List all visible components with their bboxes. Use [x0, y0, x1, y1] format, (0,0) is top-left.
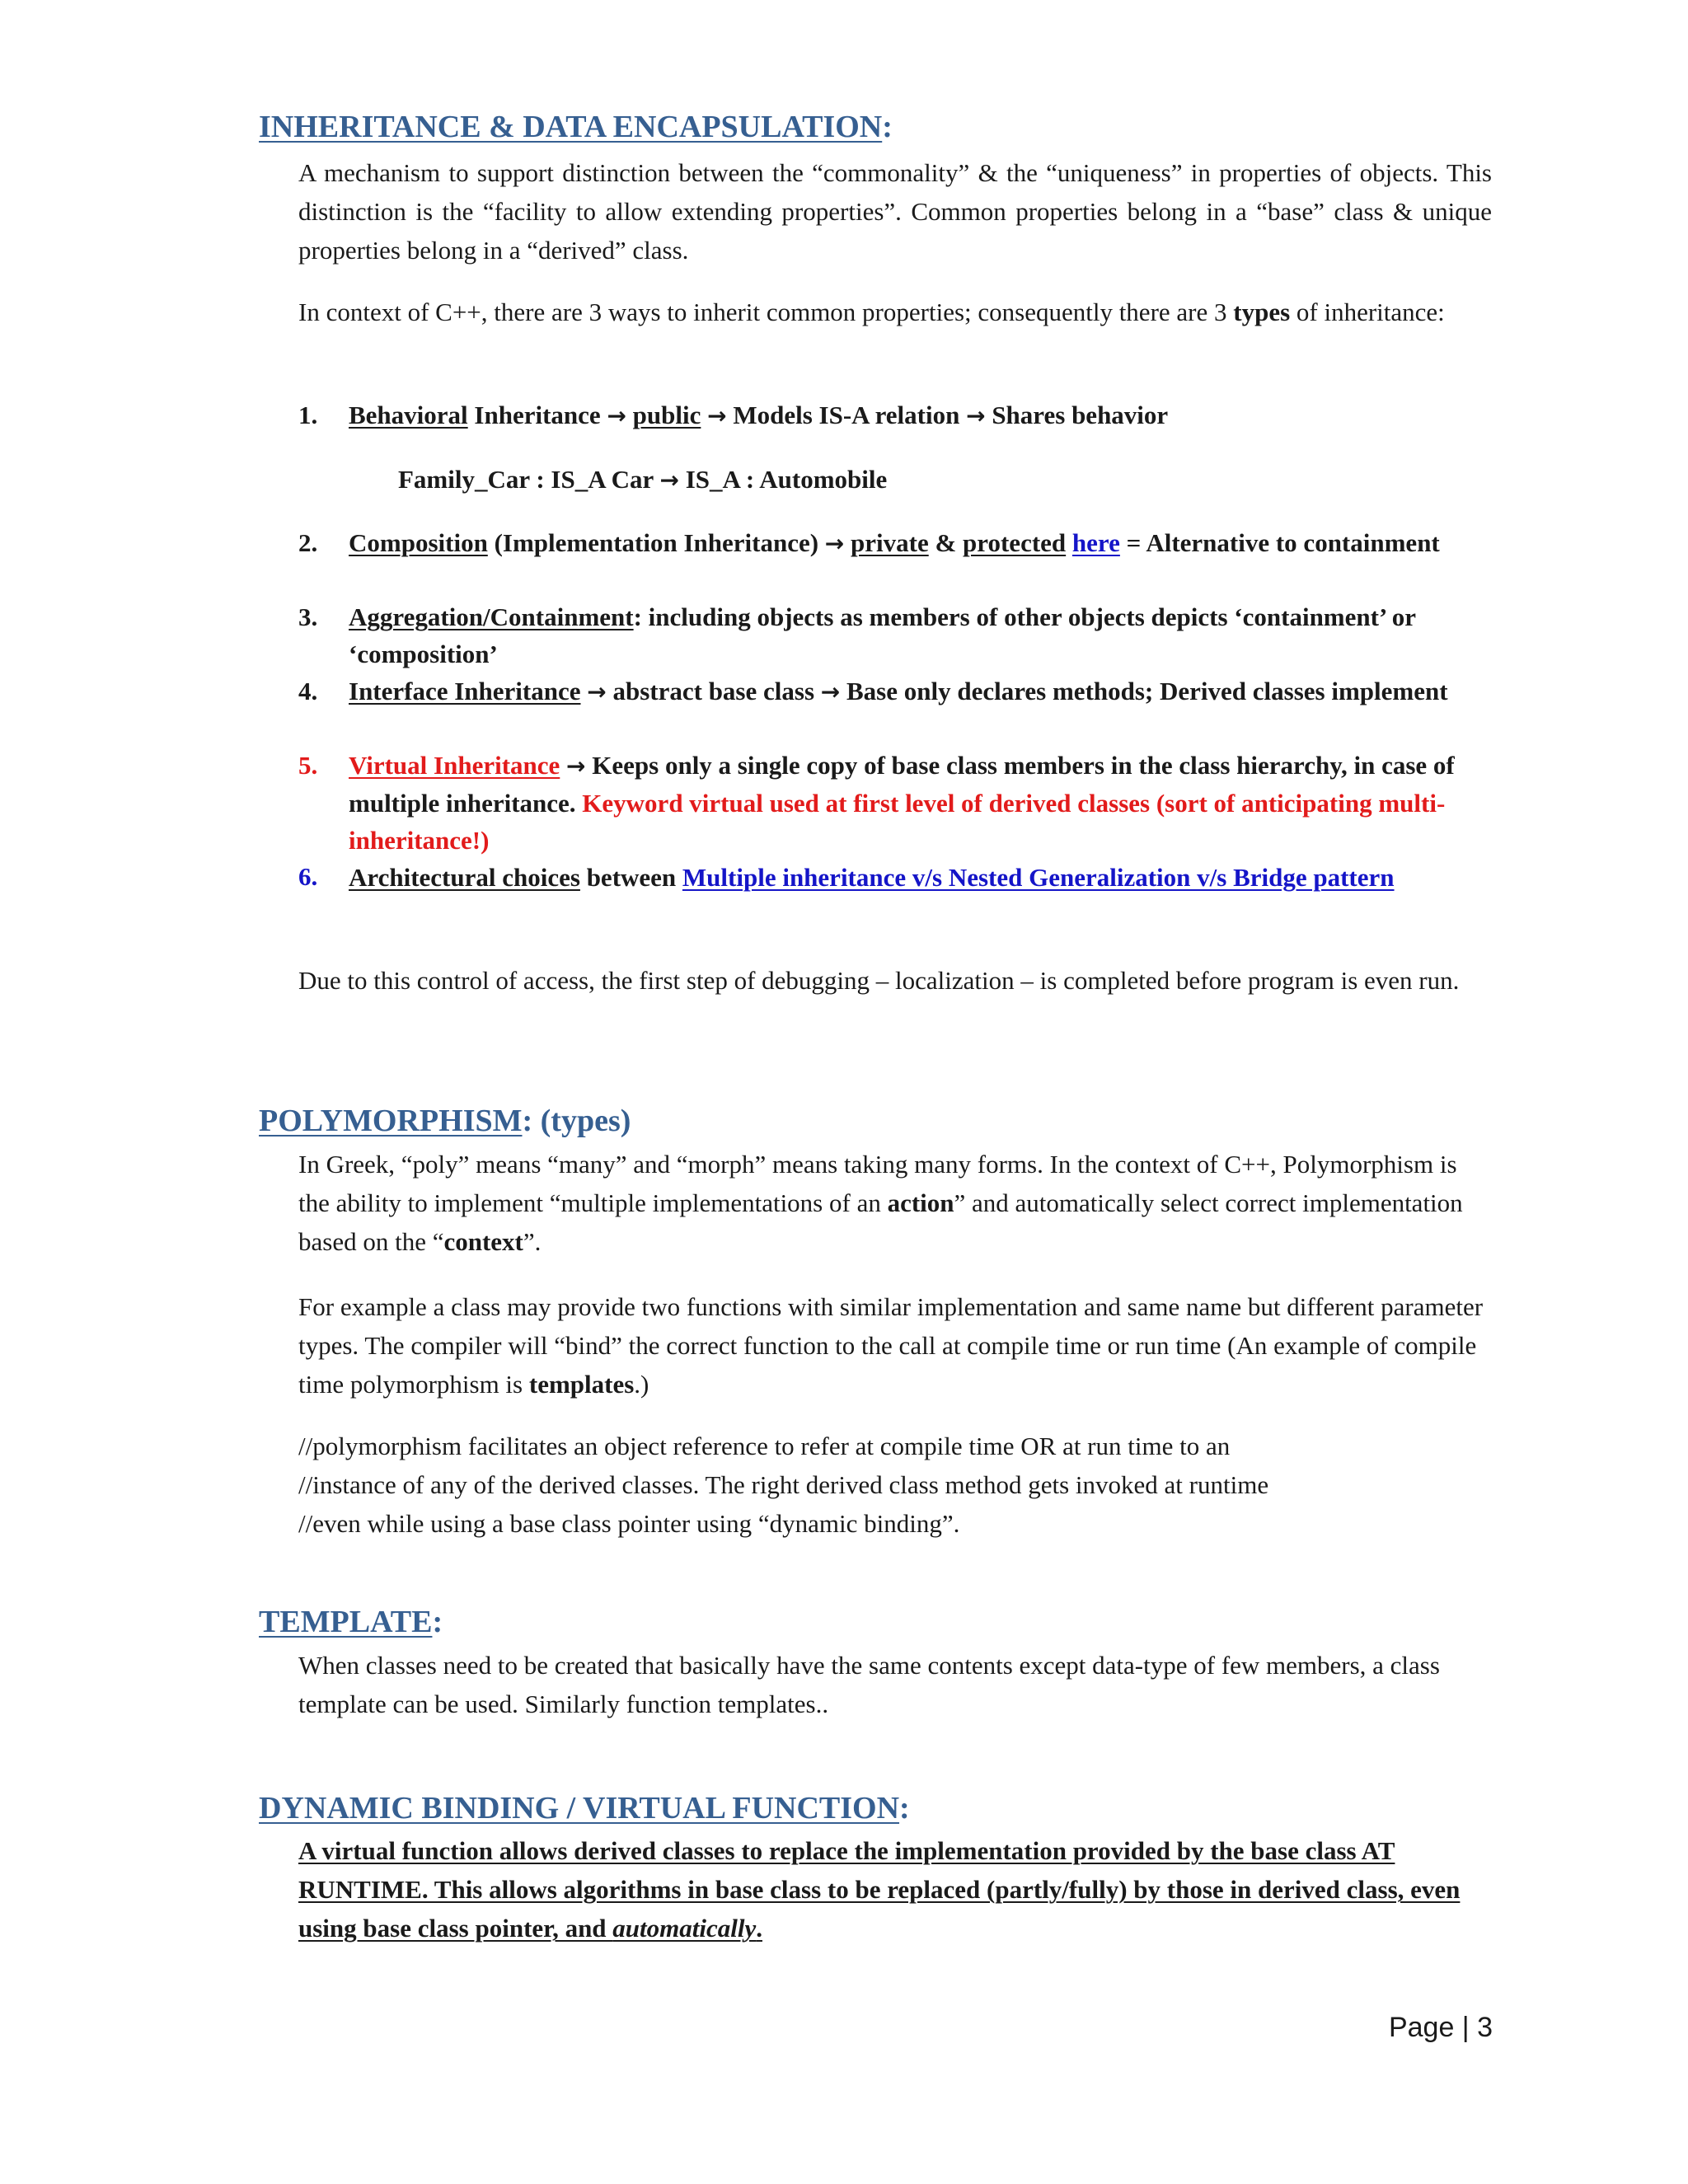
list-item-text — [844, 528, 851, 557]
list-item-number: 3. — [298, 602, 318, 631]
right-arrow-icon: → — [607, 402, 626, 429]
list-item — [298, 747, 1492, 859]
polymorphism-p1-text: In Greek, “poly” means “many” and “morph” means taking many forms. In the context of C++, Polymorphism is the ability to implement “multiple implementations of an — [298, 1150, 1457, 1217]
term-virtual-inheritance: Virtual Inheritance — [349, 751, 560, 780]
list-item-text: Implementation Inheritance) — [502, 528, 825, 557]
dynamic-binding-text: . — [756, 1914, 762, 1943]
heading-dynamic-binding — [259, 1790, 910, 1826]
list-item-text: Inheritance — [467, 401, 607, 429]
list-item-text — [1066, 528, 1072, 557]
list-item-text — [701, 401, 707, 429]
heading-dynamic-binding-colon: : — [899, 1791, 910, 1825]
comment-line: //even while using a base class pointer using “dynamic binding”. — [298, 1509, 960, 1538]
list-item — [298, 598, 1492, 673]
list-item — [298, 396, 1492, 434]
polymorphism-p2-text: For example a class may provide two functions with similar implementation and same name but different parameter types. The compiler will “bind” the correct function to the call at compile time or run time (An example of compile time polymorphism is — [298, 1292, 1484, 1399]
keyword-protected: protected — [963, 528, 1067, 557]
template-paragraph: When classes need to be created that basically have the same contents except data-type of few members, a class template can be used. Similarly function templates.. — [298, 1651, 1440, 1718]
inheritance-paragraph-1: A mechanism to support distinction between the “commonality” & the “uniqueness” in properties of objects. This distinction is the “facility to allow extending properties”. Common properties belong in a “base” class & unique properties belong in a “derived” class. — [298, 158, 1492, 265]
comment-line: //instance of any of the derived classes. The right derived class method gets invoked at runtime — [298, 1470, 1269, 1499]
inheritance-p2-text-c: of inheritance: — [1290, 298, 1445, 326]
heading-inheritance-title: INHERITANCE & DATA ENCAPSULATION — [259, 110, 883, 144]
polymorphism-p1-text: ”. — [523, 1227, 542, 1256]
inheritance-p2-types: types — [1233, 298, 1291, 326]
right-arrow-icon: → — [707, 402, 727, 429]
list-item-text — [560, 751, 566, 780]
right-arrow-icon: → — [566, 752, 586, 780]
polymorphism-p1-text: ” and automatically select correct implementation based on the “ — [298, 1188, 1463, 1256]
list-item-text: Models IS-A relation — [726, 401, 967, 429]
list-item-number: 1. — [298, 401, 318, 429]
polymorphism-p1-action: action — [887, 1188, 954, 1217]
list-item-text: = Alternative to containment — [1119, 528, 1440, 557]
virtual-keyword-note: Keyword virtual used at first level of derived classes (sort of anticipating multi-inheritance!) — [349, 789, 1446, 855]
list-item-text: & — [928, 528, 964, 557]
heading-polymorphism — [259, 1103, 631, 1139]
list-item-text: between — [579, 863, 682, 892]
here-link[interactable]: here — [1071, 528, 1120, 557]
heading-template — [259, 1604, 443, 1640]
list-item-number: 2. — [298, 528, 318, 557]
list-item-text: abstract base class — [606, 677, 821, 705]
right-arrow-icon: → — [587, 678, 607, 705]
term-architectural-choices: Architectural choices — [349, 863, 580, 892]
list-item-number: 6. — [298, 862, 318, 891]
list-item-text: Base only declares methods; Derived classes implement — [840, 677, 1448, 705]
list-item — [298, 673, 1492, 710]
term-behavioral: Behavioral — [349, 401, 468, 429]
heading-inheritance — [259, 109, 893, 145]
right-arrow-icon: → — [966, 402, 986, 429]
term-interface-inheritance: Interface Inheritance — [349, 677, 581, 705]
term-aggregation: Aggregation/Containment — [349, 602, 634, 631]
heading-template-colon: : — [432, 1605, 443, 1639]
polymorphism-p2-text: .) — [634, 1370, 649, 1399]
page-number: Page | 3 — [1388, 2012, 1493, 2043]
polymorphism-p2-templates: templates — [528, 1370, 635, 1399]
family-car-text-b: IS_A : Automobile — [678, 465, 888, 494]
dynamic-binding-automatically: automatically — [612, 1914, 757, 1943]
family-car-example — [398, 461, 887, 499]
list-item-number: 5. — [298, 751, 318, 780]
list-item-text: : including objects as members of other objects depicts ‘containment’ or ‘composition’ — [349, 602, 1416, 668]
list-item-text: Shares behavior — [985, 401, 1169, 429]
inheritance-p2-text-a: In context of C++, there are 3 ways to inherit common properties; consequently there are 3 — [298, 298, 1234, 326]
list-item-text: ( — [487, 528, 503, 557]
right-arrow-icon: → — [659, 466, 679, 494]
heading-template-title: TEMPLATE — [259, 1605, 433, 1639]
architectural-choices-link[interactable]: Multiple inheritance v/s Nested Generalization v/s Bridge pattern — [682, 863, 1395, 892]
list-item — [298, 524, 1492, 562]
polymorphism-paragraph-2 — [298, 1287, 1492, 1404]
list-item — [298, 858, 1492, 897]
inheritance-paragraph-2 — [298, 293, 1492, 331]
family-car-text-a: Family_Car : IS_A Car — [398, 465, 660, 494]
inheritance-paragraph-3: Due to this control of access, the first step of debugging – localization – is completed before program is even run. — [298, 966, 1460, 995]
term-composition: Composition — [349, 528, 488, 557]
heading-polymorphism-suffix: : (types) — [522, 1104, 631, 1138]
heading-dynamic-binding-title: DYNAMIC BINDING / VIRTUAL FUNCTION — [259, 1791, 900, 1825]
list-item-text — [626, 401, 633, 429]
polymorphism-comments — [298, 1427, 1492, 1543]
heading-inheritance-colon: : — [882, 110, 893, 144]
keyword-private: private — [851, 528, 929, 557]
right-arrow-icon: → — [824, 530, 845, 557]
right-arrow-icon: → — [820, 678, 841, 705]
dynamic-binding-text: A virtual function allows derived classes to replace the implementation provided by the base class AT RUNTIME. This allows algorithms in base class to be replaced (partly/fully) by those in derived class, even using base class pointer, and — [298, 1836, 1461, 1943]
polymorphism-p1-context: context — [443, 1227, 523, 1256]
dynamic-binding-paragraph — [298, 1831, 1492, 1947]
heading-polymorphism-title: POLYMORPHISM — [259, 1104, 523, 1138]
polymorphism-paragraph-1 — [298, 1145, 1492, 1261]
comment-line: //polymorphism facilitates an object reference to refer at compile time OR at run time to an — [298, 1432, 1231, 1460]
list-item-number: 4. — [298, 677, 318, 705]
list-item-text: Keeps only a single copy of base class members in the class hierarchy, in case of multiple inheritance. — [349, 751, 1455, 818]
keyword-public: public — [632, 401, 701, 429]
